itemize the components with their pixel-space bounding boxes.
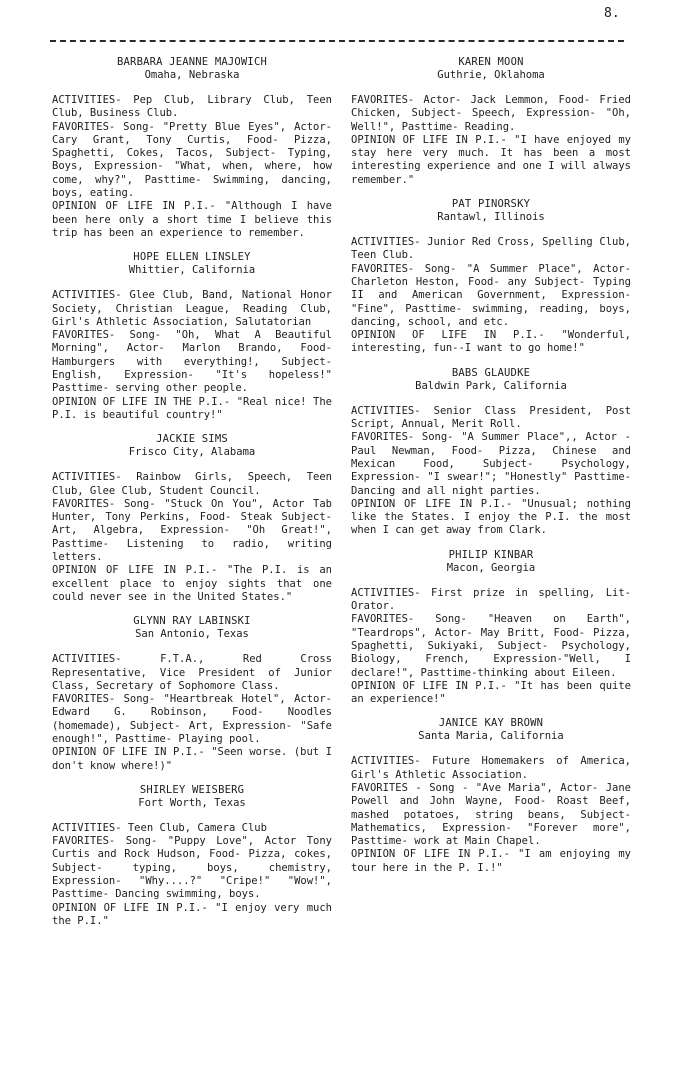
page-number: 8. [604, 6, 620, 21]
hometown: Santa Maria, California [418, 730, 564, 743]
student-name: JANICE KAY BROWN [438, 717, 544, 730]
entry-paragraph: ACTIVITIES- Pep Club, Library Club, Teen Club, Business Club. [52, 94, 332, 120]
header-rule [50, 40, 624, 42]
hometown: Baldwin Park, California [415, 379, 567, 392]
entry-paragraph: ACTIVITIES- Glee Club, Band, National Honor Society, Christian League, Reading Club, Girl's Athletic Association, Salutatorian [52, 289, 332, 328]
hometown: Macon, Georgia [446, 561, 536, 574]
entry-paragraph: FAVORITES - Song - "Ave Maria", Actor- Jane Powell and John Wayne, Food- Roast Beef, mashed potatoes, string beans, Subject- Mathematics, Expression- "Forever more", Pasttime- work at Main Chapel. [351, 781, 631, 848]
student-name: BARBARA JEANNE MAJOWICH [117, 56, 267, 68]
student-entry [52, 784, 332, 928]
entry-paragraph: FAVORITES- Song- "Stuck On You", Actor Tab Hunter, Tony Perkins, Food- Steak Subject- Art, Algebra, Expression- "Oh Great!", Pasttime- Listening to radio, writing letters. [52, 497, 332, 564]
hometown: Rantawl, Illinois [437, 211, 545, 224]
entry-paragraph: FAVORITES- Song- "Oh, What A Beautiful Morning", Actor- Marlon Brando, Food- Hamburgers with everything!, Subject- English, Expression- "It's hopeless!" Pasttime- serving other people. [52, 329, 332, 395]
entry-paragraph: FAVORITES- Song- "Puppy Love", Actor Tony Curtis and Rock Hudson, Food- Pizza, cokes, Subject- typing, boys, chemistry, Expression- "Why....?" "Cripe!" "Wow!", Pasttime- Dancing swimming, boys. [52, 835, 332, 901]
student-entry [52, 251, 332, 422]
entry-paragraph: OPINION OF LIFE IN P.I.- "Seen worse. (but I don't know where!)" [52, 746, 332, 772]
entry-paragraph: FAVORITES- Song- "Pretty Blue Eyes", Actor- Cary Grant, Tony Curtis, Food- Pizza, Spaghetti, Cokes, Tacos, Subject- Typing, Boys, Expression- "What, when, where, how come, why?", Pasttime- Swimming, dancing, boys, eating. [52, 120, 332, 200]
entry-paragraph: ACTIVITIES- F.T.A., Red Cross Representative, Vice President of Junior Class, Secretary of Sophomore Class. [52, 653, 332, 692]
hometown: Guthrie, Oklahoma [437, 69, 545, 81]
student-name: BABS GLAUDKE [451, 366, 531, 379]
hometown: Omaha, Nebraska [144, 69, 240, 81]
entry-paragraph: ACTIVITIES- Rainbow Girls, Speech, Teen Club, Glee Club, Student Council. [52, 471, 332, 497]
student-name: SHIRLEY WEISBERG [139, 783, 245, 796]
entry-paragraph: OPINION OF LIFE IN P.I.- "I enjoy very much the P.I." [52, 901, 332, 927]
student-name: PHILIP KINBAR [448, 548, 534, 561]
hometown: Frisco City, Alabama [128, 446, 256, 459]
left-column [52, 56, 332, 939]
entry-paragraph: OPINION OF LIFE IN P.I.- "I have enjoyed my stay here very much. It has been a most interesting experience and one I will always remember." [351, 133, 631, 186]
entry-paragraph: OPINION OF LIFE IN P.I.- "Unusual; nothing like the States. I enjoy the P.I. the most when I can get away from Clark. [351, 497, 631, 537]
hometown: Whittier, California [128, 264, 256, 277]
student-entry [52, 433, 332, 604]
student-entry [52, 615, 332, 773]
student-entry [351, 717, 631, 875]
entry-paragraph: FAVORITES- Song- "A Summer Place", Actor- Charleton Heston, Food- any Subject- Typing II and American Government, Expression- "Fine", Pasttime- swimming, reading, boys, dancing, school, and etc. [351, 262, 631, 328]
entry-paragraph: OPINION OF LIFE IN P.I.- "It has been quite an experience!" [351, 679, 631, 706]
right-column [351, 56, 631, 886]
student-name: PAT PINORSKY [451, 198, 531, 211]
entry-paragraph: OPINION OF LIFE IN P.I.- "The P.I. is an excellent place to enjoy sights that one could never see in the United States." [52, 564, 332, 603]
entry-paragraph: FAVORITES- Song- "A Summer Place",, Actor - Paul Newman, Food- Pizza, Chinese and Mexican Food, Subject- Psychology, Expression- "I swear!"; "Honestly" Pasttime- Dancing and all night parties. [351, 431, 631, 497]
entry-paragraph: OPINION OF LIFE IN THE P.I.- "Real nice! The P.I. is beautiful country!" [52, 395, 332, 421]
student-name: GLYNN RAY LABINSKI [133, 615, 251, 628]
student-entry [351, 549, 631, 707]
entry-paragraph: OPINION OF LIFE IN P.I.- "Wonderful, interesting, fun--I want to go home!" [351, 329, 631, 355]
entry-paragraph: FAVORITES- Actor- Jack Lemmon, Food- Fried Chicken, Subject- Speech, Expression- "Oh, Well!", Pasttime- Reading. [351, 94, 631, 133]
student-name: KAREN MOON [458, 56, 524, 68]
entry-paragraph: ACTIVITIES- Senior Class President, Post Script, Annual, Merit Roll. [351, 404, 631, 431]
student-name: JACKIE SIMS [156, 433, 228, 446]
entry-paragraph: ACTIVITIES- Teen Club, Camera Club [52, 821, 267, 834]
hometown: Fort Worth, Texas [138, 796, 246, 809]
student-entry [351, 198, 631, 356]
entry-paragraph: ACTIVITIES- First prize in spelling, Lit-Orator. [351, 586, 631, 613]
entry-paragraph: OPINION OF LIFE IN P.I.- "I am enjoying my tour here in the P. I.!" [351, 848, 631, 874]
entry-paragraph: ACTIVITIES- Future Homemakers of America, Girl's Athletic Association. [351, 755, 631, 781]
hometown: San Antonio, Texas [135, 628, 249, 641]
student-entry [351, 56, 631, 187]
student-name: HOPE ELLEN LINSLEY [133, 251, 251, 264]
entry-paragraph: OPINION OF LIFE IN P.I.- "Although I have been here only a short time I believe this trip has been an experience to remember. [52, 200, 332, 239]
entry-paragraph: ACTIVITIES- Junior Red Cross, Spelling Club, Teen Club. [351, 236, 631, 262]
student-entry [351, 367, 631, 538]
student-entry [52, 56, 332, 240]
entry-paragraph: FAVORITES- Song- "Heaven on Earth", "Teardrops", Actor- May Britt, Food- Pizza, Spaghetti, Sukiyaki, Subject- Psychology, Biology, French, Expression-"Well, I declare!", Pasttime-thinking about Eileen. [351, 613, 631, 679]
entry-paragraph: FAVORITES- Song- "Heartbreak Hotel", Actor- Edward G. Robinson, Food- Noodles (homemade), Subject- Art, Expression- "Safe enough!", Pasttime- Playing pool. [52, 693, 332, 745]
